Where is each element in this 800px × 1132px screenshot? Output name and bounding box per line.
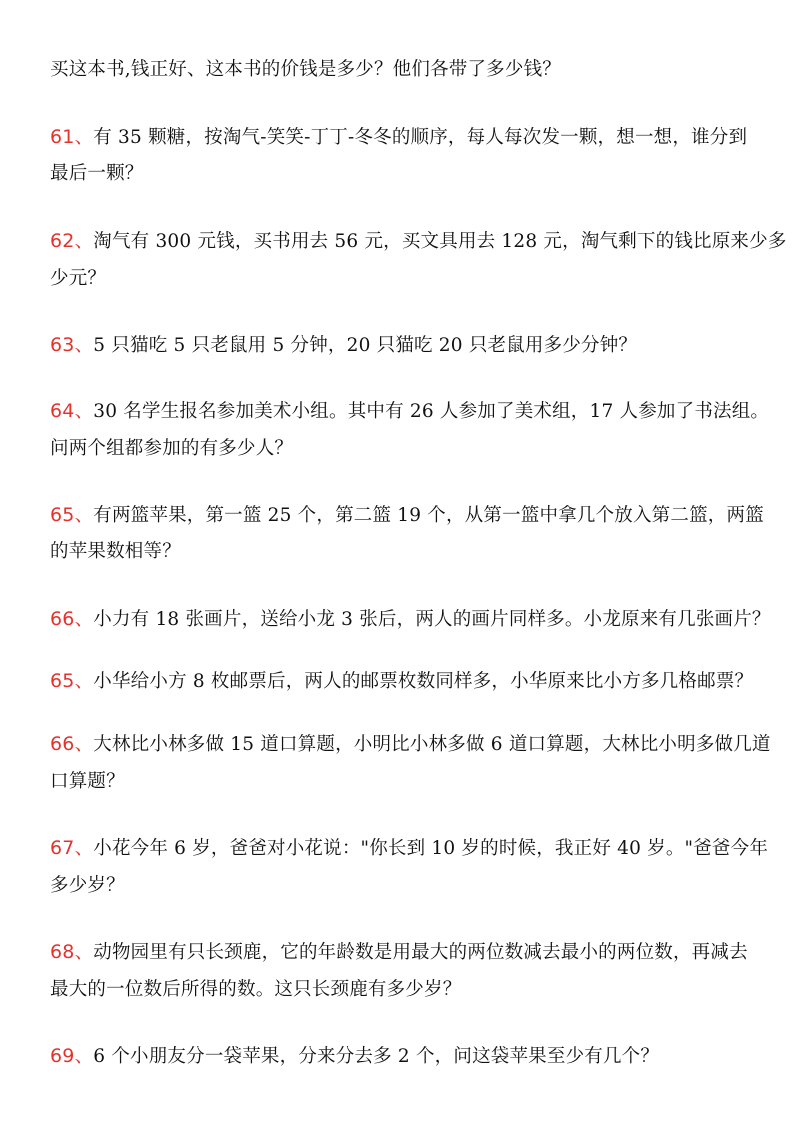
problem-65b-line-1 bbox=[50, 669, 755, 694]
problem-64-line-1 bbox=[50, 399, 770, 424]
problem-separator: 、 bbox=[74, 335, 94, 356]
problem-number: 68 bbox=[50, 941, 75, 963]
problem-63-line-1 bbox=[50, 333, 755, 358]
problem-text: 小力有 18 张画片，送给小龙 3 张后，两人的画片同样多。小龙原来有几张画片？ bbox=[93, 609, 771, 630]
problem-separator: 、 bbox=[74, 609, 94, 630]
problem-number: 65 bbox=[50, 504, 75, 526]
problem-text: 小华给小方 8 枚邮票后，两人的邮票枚数同样多，小华原来比小方多几格邮票？ bbox=[93, 671, 754, 692]
problem-65-line-2: 的苹果数相等？ bbox=[50, 541, 181, 562]
problem-69-line-1 bbox=[50, 1044, 755, 1069]
problem-62-line-2: 少元？ bbox=[50, 268, 107, 289]
problem-separator: 、 bbox=[74, 942, 94, 963]
problem-66-line-1 bbox=[50, 607, 771, 632]
problem-65-line-1 bbox=[50, 503, 764, 528]
problem-separator: 、 bbox=[74, 401, 94, 422]
problem-separator: 、 bbox=[74, 1046, 94, 1067]
problem-text: 6 个小朋友分一袋苹果，分来分去多 2 个，问这袋苹果至少有几个？ bbox=[93, 1046, 660, 1067]
problem-68-line-1 bbox=[50, 940, 755, 965]
problem-number: 66 bbox=[50, 608, 75, 630]
problem-62-line-1 bbox=[50, 229, 787, 254]
problem-separator: 、 bbox=[74, 127, 94, 148]
problem-separator: 、 bbox=[74, 231, 94, 252]
problem-66b-line-2: 口算题？ bbox=[50, 771, 125, 792]
intro-line: 买这本书,钱正好、这本书的价钱是多少？他们各带了多少钱？ bbox=[50, 59, 561, 80]
problem-67-line-1 bbox=[50, 836, 769, 861]
problem-61-line-1 bbox=[50, 125, 755, 150]
problem-text: 动物园里有只长颈鹿，它的年龄数是用最大的两位数减去最小的两位数，再减去 bbox=[93, 942, 748, 963]
problem-separator: 、 bbox=[74, 505, 94, 526]
problem-text: 有两篮苹果，第一篮 25 个，第二篮 19 个，从第一篮中拿几个放入第二篮，两篮 bbox=[93, 505, 764, 526]
problem-66b-line-1 bbox=[50, 732, 771, 757]
problem-text: 30 名学生报名参加美术小组。其中有 26 人参加了美术组，17 人参加了书法组。 bbox=[93, 401, 770, 422]
problem-number: 65 bbox=[50, 670, 75, 692]
problem-number: 66 bbox=[50, 733, 75, 755]
problem-text: 有 35 颗糖，按淘气-笑笑-丁丁-冬冬的顺序，每人每次发一颗，想一想，谁分到 bbox=[93, 127, 748, 148]
problem-number: 61 bbox=[50, 126, 75, 148]
problem-61-line-2: 最后一颗？ bbox=[50, 163, 144, 184]
problem-text: 大林比小林多做 15 道口算题，小明比小林多做 6 道口算题，大林比小明多做几道 bbox=[93, 734, 771, 755]
problem-68-line-2: 最大的一位数后所得的数。这只长颈鹿有多少岁？ bbox=[50, 979, 462, 1000]
problem-number: 69 bbox=[50, 1045, 75, 1067]
problem-number: 62 bbox=[50, 230, 75, 252]
problem-number: 64 bbox=[50, 400, 75, 422]
problem-separator: 、 bbox=[74, 671, 94, 692]
problem-67-line-2: 多少岁？ bbox=[50, 875, 125, 896]
problem-number: 63 bbox=[50, 334, 75, 356]
problem-separator: 、 bbox=[74, 838, 94, 859]
problem-text: 小花今年 6 岁，爸爸对小花说："你长到 10 岁的时候，我正好 40 岁。"爸爸今年 bbox=[93, 838, 769, 859]
problem-text: 淘气有 300 元钱，买书用去 56 元，买文具用去 128 元，淘气剩下的钱比原来少多 bbox=[93, 231, 787, 252]
problem-text: 5 只猫吃 5 只老鼠用 5 分钟，20 只猫吃 20 只老鼠用多少分钟？ bbox=[93, 335, 638, 356]
problem-separator: 、 bbox=[74, 734, 94, 755]
problem-64-line-2: 问两个组都参加的有多少人？ bbox=[50, 438, 294, 459]
problem-number: 67 bbox=[50, 837, 75, 859]
